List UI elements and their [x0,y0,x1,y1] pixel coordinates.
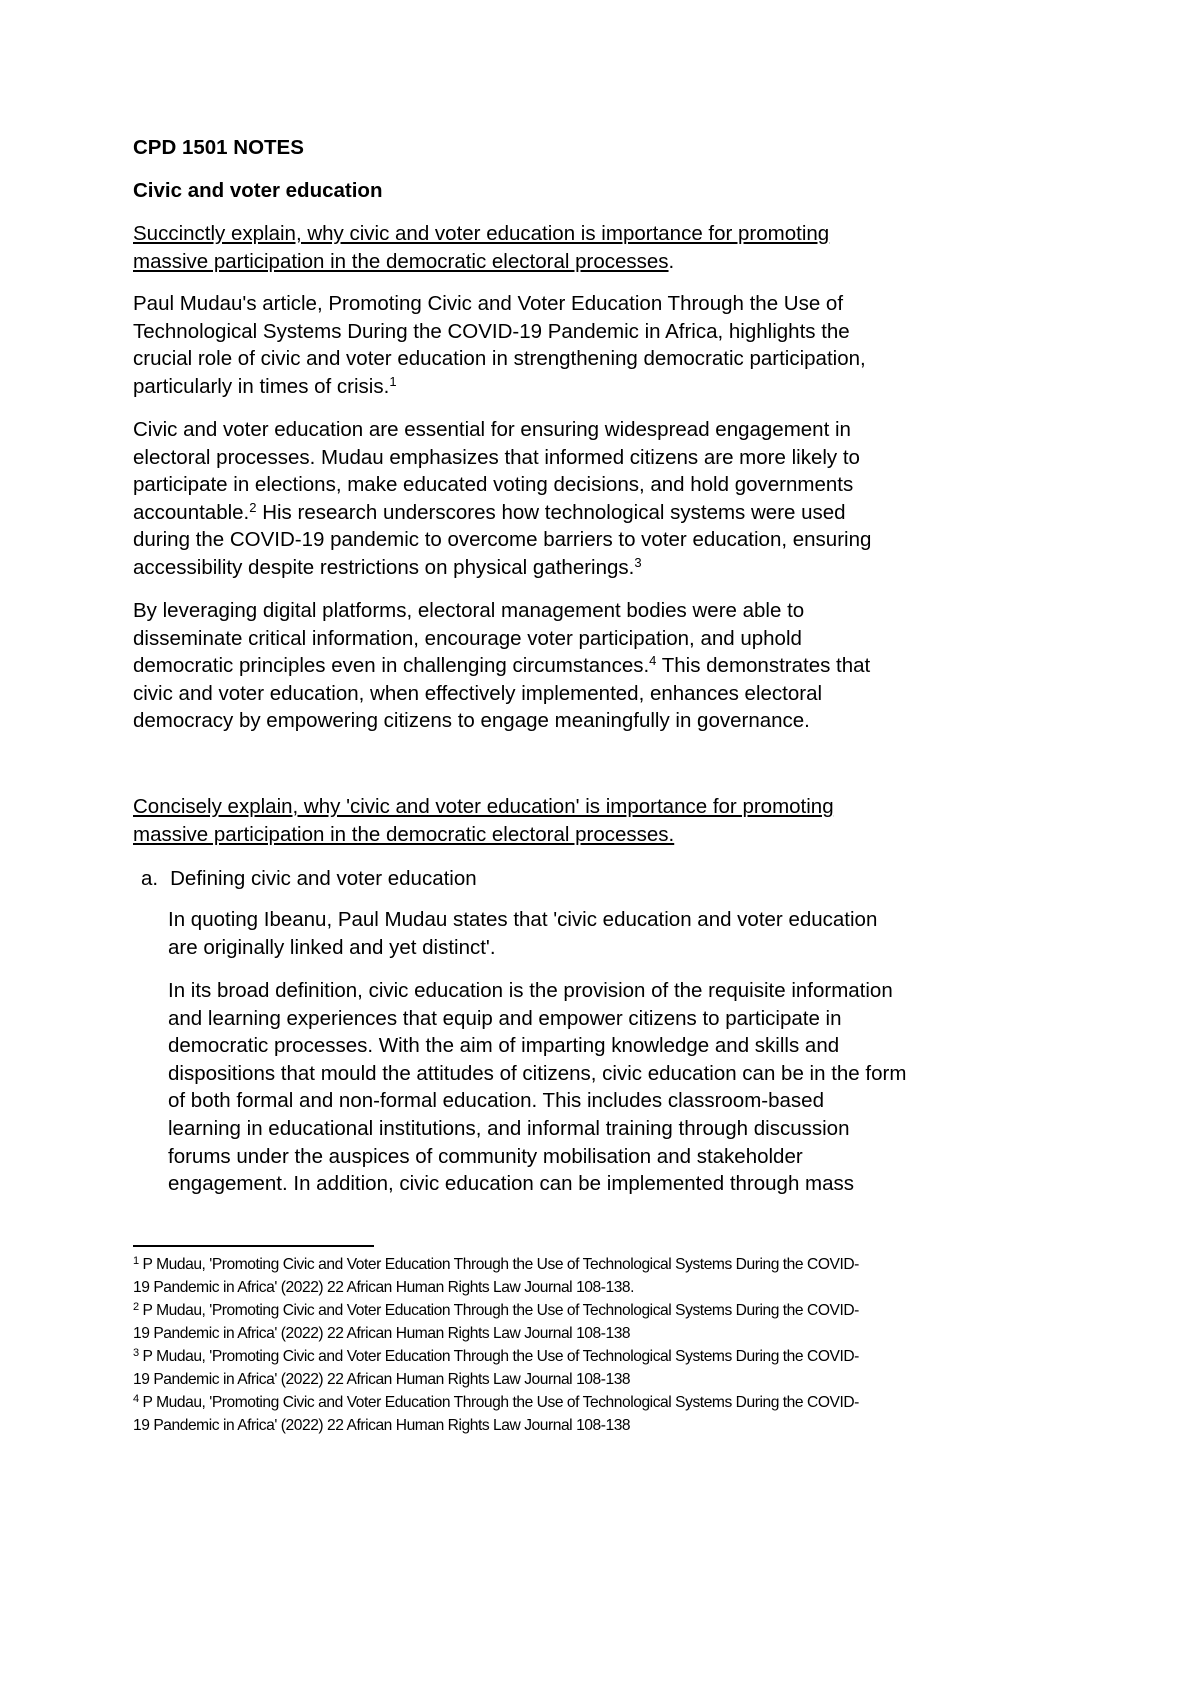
text-line: accessibility despite restrictions on physical gatherings. [133,555,635,579]
question-line: Concisely explain, why 'civic and voter education' is importance for promoting [133,795,834,818]
document-title: CPD 1501 NOTES [133,136,304,159]
text-line: democratic processes. With the aim of imparting knowledge and skills and [168,1034,840,1058]
text-line: and learning experiences that equip and empower citizens to participate in [168,1006,842,1030]
text-line: electoral processes. Mudau emphasizes that informed citizens are more likely to [133,445,860,469]
text-line: democratic principles even in challenging circumstances. [133,654,650,678]
paragraph-3 [133,597,870,735]
text-line: Civic and voter education are essential for ensuring widespread engagement in [133,418,851,441]
footnote-text: 19 Pandemic in Africa' (2022) 22 African Human Rights Law Journal 108-138 [133,1417,631,1434]
footnote-number: 3 [133,1347,139,1359]
text-line: forums under the auspices of community mobilisation and stakeholder [168,1144,803,1168]
footnote-text: P Mudau, 'Promoting Civic and Voter Education Through the Use of Technological Systems During the COVID- [138,1302,859,1319]
text-line: Technological Systems During the COVID-19 Pandemic in Africa, highlights the [133,319,850,343]
text-line: In quoting Ibeanu, Paul Mudau states that 'civic education and voter education [168,908,878,931]
text-line: By leveraging digital platforms, electoral management bodies were able to [133,599,805,622]
footnote-ref[interactable]: 2 [249,499,257,515]
question-line: massive participation in the democratic electoral processes [133,249,669,273]
footnote-4 [133,1391,859,1437]
footnote-text: 19 Pandemic in Africa' (2022) 22 African Human Rights Law Journal 108-138 [133,1371,631,1388]
text-line: are originally linked and yet distinct'. [168,935,496,959]
footnote-number: 4 [133,1393,139,1405]
text-line: democracy by empowering citizens to engage meaningfully in governance. [133,709,810,733]
paragraph-5 [168,977,906,1198]
text-line: particularly in times of crisis. [133,374,390,398]
footnote-3 [133,1345,859,1391]
footnote-text: 19 Pandemic in Africa' (2022) 22 African Human Rights Law Journal 108-138. [133,1279,635,1296]
list-item-a [141,865,477,893]
footnote-1 [133,1253,859,1299]
footnote-ref[interactable]: 4 [649,653,657,669]
text-line: This demonstrates that [656,654,871,678]
text-line: crucial role of civic and voter education in strengthening democratic participation, [133,347,866,371]
section-heading: Civic and voter education [133,179,383,202]
question-2 [133,793,834,848]
question-1 [133,220,829,275]
footnotes [133,1253,859,1437]
text-line: dispositions that mould the attitudes of citizens, civic education can be in the form [168,1061,907,1085]
question-line: massive participation in the democratic electoral processes. [133,822,675,846]
question-line: Succinctly explain, why civic and voter education is importance for promoting [133,222,830,245]
text-line: civic and voter education, when effectively implemented, enhances electoral [133,681,823,705]
text-line: Paul Mudau's article, Promoting Civic and Voter Education Through the Use of [133,292,844,315]
text-line: during the COVID-19 pandemic to overcome barriers to voter education, ensuring [133,528,872,552]
footnote-ref[interactable]: 3 [634,554,642,570]
footnote-2 [133,1299,859,1345]
text-line: disseminate critical information, encourage voter participation, and uphold [133,626,802,650]
list-marker: a. [141,867,159,890]
question-end: . [668,249,675,273]
footnote-number: 1 [133,1255,139,1267]
footnote-text: 19 Pandemic in Africa' (2022) 22 African Human Rights Law Journal 108-138 [133,1325,631,1342]
text-line: His research underscores how technological systems were used [256,500,846,524]
footnote-text: P Mudau, 'Promoting Civic and Voter Education Through the Use of Technological Systems During the COVID- [138,1394,859,1411]
text-line: of both formal and non-formal education. This includes classroom-based [168,1089,824,1113]
text-line: engagement. In addition, civic education can be implemented through mass [168,1172,855,1196]
text-line: accountable. [133,500,250,524]
footnote-number: 2 [133,1301,139,1313]
footnote-ref[interactable]: 1 [389,373,397,389]
paragraph-4 [168,906,877,961]
text-line: In its broad definition, civic education is the provision of the requisite information [168,979,893,1002]
footnote-separator [133,1245,374,1247]
paragraph-2 [133,416,871,582]
paragraph-1 [133,290,866,400]
footnote-text: P Mudau, 'Promoting Civic and Voter Education Through the Use of Technological Systems During the COVID- [138,1256,859,1273]
text-line: learning in educational institutions, and informal training through discussion [168,1116,850,1140]
list-item-text: Defining civic and voter education [170,867,477,890]
footnote-text: P Mudau, 'Promoting Civic and Voter Education Through the Use of Technological Systems During the COVID- [138,1348,859,1365]
text-line: participate in elections, make educated voting decisions, and hold governments [133,473,854,497]
